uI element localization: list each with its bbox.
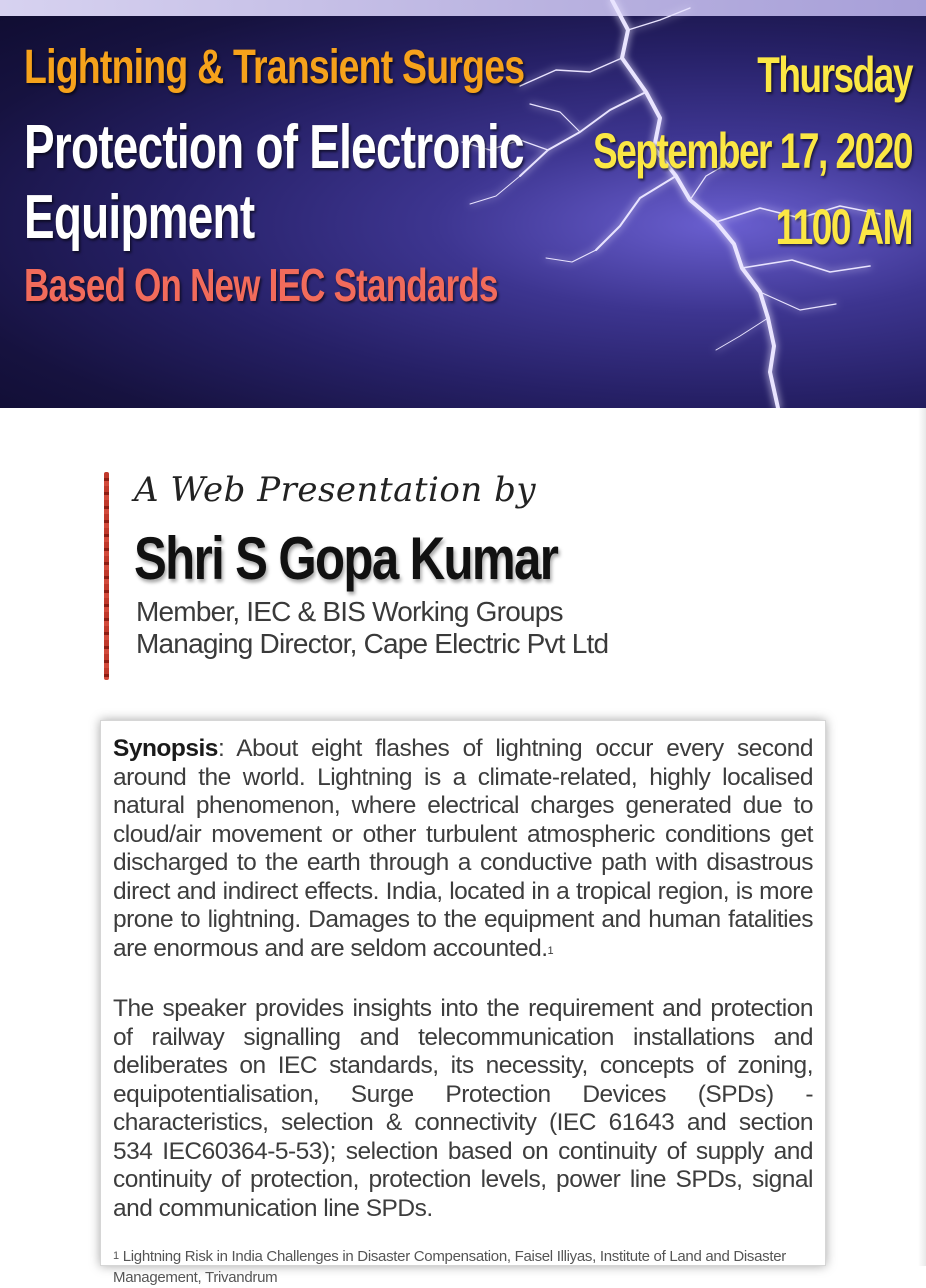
subtitle-iec-standards: Based On New IEC Standards — [24, 259, 498, 311]
synopsis-label: Synopsis — [113, 735, 218, 762]
speaker-name: Shri S Gopa Kumar — [134, 525, 558, 592]
synopsis-text-1: : About eight flashes of lightning occur every second around the world. Lightning is a climate-related, highly localised natural phenomenon, where electrical charges generated due to cloud/air movement or other turbulent atmospheric conditions get discharged to the earth through a conductive path with disastrous direct and indirect effects. India, located in a tropical region, is more prone to lightning. Damages to the equipment and human fatalities are enormous and are seldom accounted. — [113, 735, 813, 962]
event-datetime — [481, 46, 912, 256]
event-day: Thursday — [757, 47, 912, 103]
header-banner — [0, 0, 926, 408]
synopsis-box — [100, 720, 826, 1286]
footnote-reference: 1 — [547, 944, 554, 957]
footnote-text: Lightning Risk in India Challenges in Disaster Compensation, Faisel Illiyas, Institute of Land and Disaster Management, Trivandrum — [113, 1248, 786, 1286]
title-line-lightning: Lightning & Transient Surges — [24, 41, 525, 94]
event-date: September 17, 2020 — [593, 123, 912, 179]
footnote — [113, 1247, 813, 1288]
presenter-block — [104, 466, 704, 681]
synopsis-paragraph-1 — [113, 735, 813, 967]
footnote-marker: 1 — [113, 1250, 119, 1262]
accent-bar — [104, 472, 109, 680]
event-time: 1100 AM — [775, 199, 912, 255]
synopsis-paragraph-2: The speaker provides insights into the requirement and protection of railway signalling and telecommunication installations and deliberates on IEC standards, its necessity, concepts of zoning, equipotentialisation, Surge Protection Devices (SPDs) - characteristics, selection & connectivity (IEC 61643 and section 534 IEC60364-5-53); selection based on continuity of supply and continuity of protection, protection levels, power line SPDs, signal and communication line SPDs. — [113, 995, 813, 1222]
speaker-role-director: Managing Director, Cape Electric Pvt Ltd — [136, 628, 609, 659]
title-line-protection: Protection of Electronic — [24, 113, 524, 182]
title-line-equipment: Equipment — [24, 183, 255, 252]
page-edge-shadow — [918, 408, 926, 1266]
presentation-intro: A Web Presentation by — [134, 470, 537, 510]
speaker-role-member: Member, IEC & BIS Working Groups — [136, 596, 563, 627]
